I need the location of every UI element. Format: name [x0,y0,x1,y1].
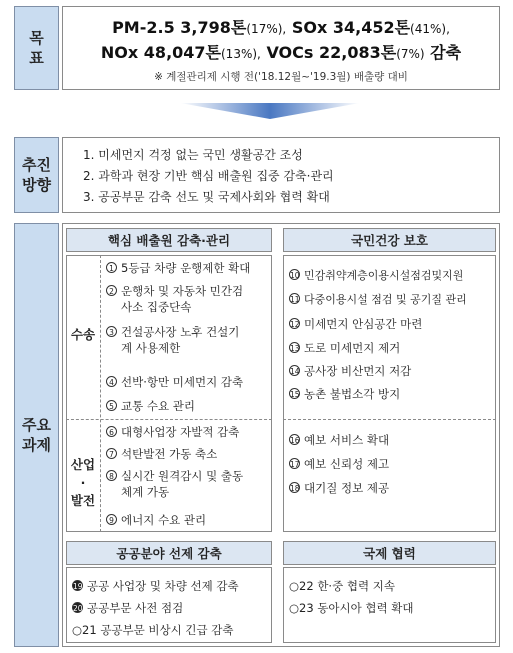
sox-value: 34,452톤 [332,18,411,37]
circled-number-15: 15 [290,390,300,399]
task-item-13 [289,340,400,356]
task-item-14 [289,363,411,379]
task-item-10 [289,268,463,284]
goal-label [14,6,59,90]
task-item-21-text: 공공부문 비상시 긴급 감축 [100,623,234,637]
task-item-9 [106,512,206,528]
circled-number-21: ○21 [72,623,97,637]
tasks-label-text: 주요 과제 [22,416,51,454]
goal-note: ※ 계절관리제 시행 전('18.12월~'19.3월) 배출량 대비 [154,71,408,83]
task-item-17 [289,456,389,472]
direction-item-2: 2. 과학과 현장 기반 핵심 배출원 집중 감축·관리 [83,169,334,183]
task-item-2-text2: 사소 집중단속 [121,300,192,314]
goal-line-1 [63,15,499,38]
task-item-6 [106,424,239,440]
sox-pct: (41%), [410,22,450,36]
circled-number-12: 12 [290,320,300,329]
task-item-16-text: 예보 서비스 확대 [304,433,390,447]
industry-label [66,456,100,510]
task-item-3-text: 건설공사장 노후 건설기 [121,325,240,339]
task-item-15-text: 농촌 불법소각 방지 [304,387,401,401]
health-group-divider [283,419,496,420]
industry-label-c: 발전 [70,493,96,508]
circled-number-22: ○22 [289,579,314,593]
pm25-label: PM-2.5 [112,18,175,37]
goal-line-2 [63,40,499,63]
circled-number-11: 11 [290,295,300,304]
task-item-7 [106,446,217,462]
circled-number-13: 13 [290,344,300,353]
vocs-label: VOCs [266,43,314,62]
sox-label: SOx [291,18,328,37]
vocs-value: 22,083톤 [318,43,397,62]
task-item-1 [106,260,250,276]
reduction-suffix: 감축 [430,43,462,62]
public-sector-header: 공공분야 선제 감축 [66,541,272,565]
direction-label [14,137,59,213]
nox-value: 48,047톤 [143,43,221,62]
task-item-6-text: 대형사업장 자발적 감축 [121,425,240,439]
direction-label-text: 추진 방향 [22,156,51,194]
circled-number-2: 2 [106,285,117,296]
circled-number-8: 8 [106,470,117,481]
task-item-8-text: 실시간 원격감시 및 출동 [121,469,244,483]
task-item-23-text: 동아시아 협력 확대 [317,601,414,615]
circled-number-19: 19 [73,582,83,591]
task-item-21 [72,622,234,638]
goal-label-text: 목표 [29,29,44,67]
task-item-22-text: 한·중 협력 지속 [317,579,395,593]
goal-box [62,6,500,90]
task-item-11-text: 다중이용시설 점검 및 공기질 관리 [304,293,467,306]
task-item-2 [106,283,243,315]
task-item-14-text: 공사장 비산먼지 저감 [304,364,412,378]
circled-number-5: 5 [106,400,117,411]
core-emission-header: 핵심 배출원 감축·관리 [66,228,272,252]
circled-number-18: 18 [290,484,300,493]
direction-item-1: 1. 미세먼지 걱정 없는 국민 생활공간 조성 [83,148,303,162]
health-header: 국민건강 보호 [283,228,496,252]
task-item-23 [289,600,414,616]
core-group-divider [66,419,272,420]
task-item-5-text: 교통 수요 관리 [121,399,195,413]
task-item-2-text: 운행차 및 자동차 민간검 [121,284,244,298]
task-item-18 [289,480,389,496]
task-item-20 [72,600,183,616]
circled-number-6: 6 [106,426,117,437]
core-subdivider [100,255,101,532]
circled-number-1: 1 [106,262,117,273]
task-item-19-text: 공공 사업장 및 차량 선제 감축 [87,579,239,593]
circled-number-7: 7 [106,448,117,459]
task-item-3-text2: 계 사용제한 [121,341,181,355]
circled-number-20: 20 [73,604,83,613]
task-item-22 [289,578,395,594]
down-arrow-icon [180,95,360,123]
task-item-9-text: 에너지 수요 관리 [121,513,207,527]
task-item-12 [289,316,422,332]
task-item-1-text: 5등급 차량 운행제한 확대 [121,261,251,275]
transport-label: 수송 [70,327,96,342]
task-item-13-text: 도로 미세먼지 제거 [304,341,401,355]
industry-label-b: · [80,475,86,490]
pm25-value: 3,798톤 [180,18,247,37]
task-item-7-text: 석탄발전 가동 축소 [121,447,218,461]
task-item-17-text: 예보 신뢰성 제고 [304,457,390,471]
circled-number-17: 17 [290,460,300,469]
circled-number-3: 3 [106,326,117,337]
task-item-8 [106,468,243,500]
task-item-3 [106,324,239,356]
task-item-16 [289,432,389,448]
direction-item-3: 3. 공공부문 감축 선도 및 국제사회와 협력 확대 [83,190,330,204]
task-item-12-text: 미세먼지 안심공간 마련 [304,317,423,331]
direction-box [62,137,500,213]
task-item-8-text2: 체계 가동 [121,485,170,499]
task-item-20-text: 공공부문 사전 점검 [87,601,184,615]
industry-label-a: 산업 [70,457,96,472]
vocs-pct: (7%) [396,47,425,61]
task-item-10-text: 민감취약계층이용시설점검및지원 [304,269,464,282]
task-item-18-text: 대기질 정보 제공 [304,481,390,495]
circled-number-16: 16 [290,436,300,445]
tasks-label [14,223,59,647]
circled-number-10: 10 [290,271,300,280]
task-item-19 [72,578,239,594]
circled-number-9: 9 [106,514,117,525]
circled-number-14: 14 [290,367,300,376]
task-item-4-text: 선박·항만 미세먼지 감축 [121,375,244,389]
task-item-5 [106,398,195,414]
nox-label: NOx [100,43,139,62]
pm25-pct: (17%), [246,22,287,36]
circled-number-4: 4 [106,376,117,387]
international-header: 국제 협력 [283,541,496,565]
task-item-4 [106,374,243,390]
circled-number-23: ○23 [289,601,314,615]
task-item-15 [289,386,400,402]
nox-pct: (13%), [221,47,261,61]
task-item-11 [289,292,467,308]
